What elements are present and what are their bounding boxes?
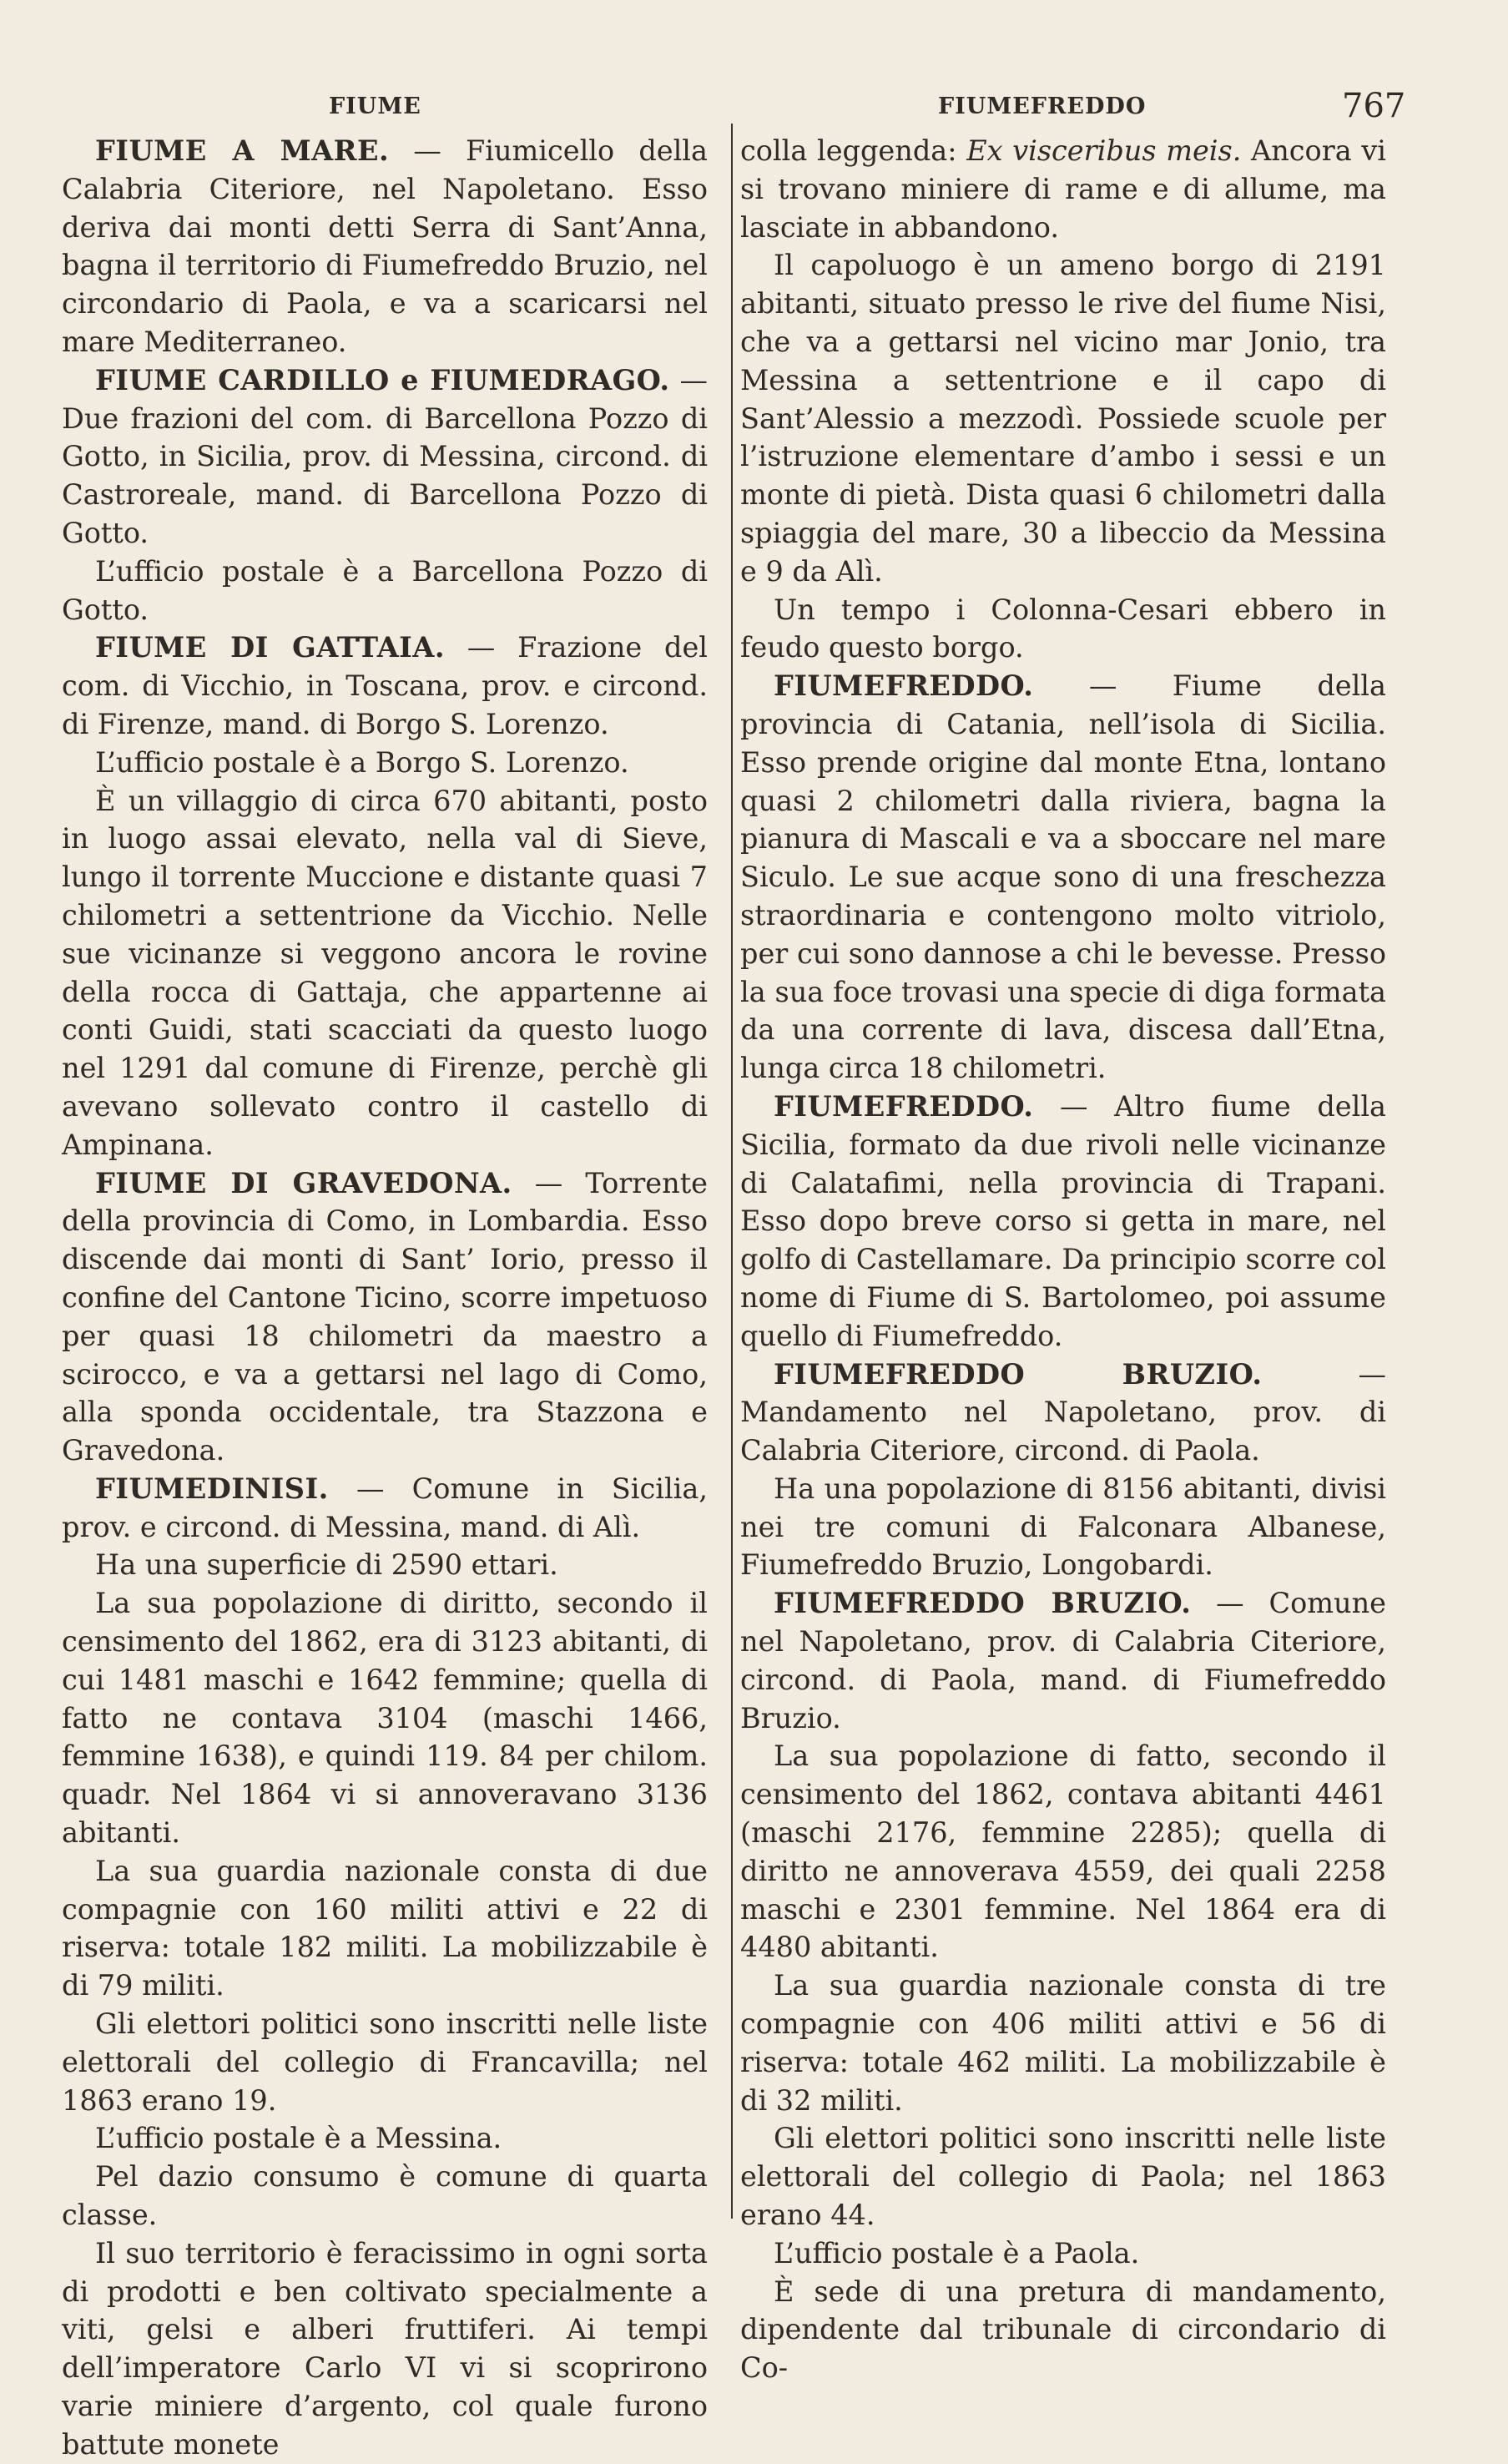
entry-headword: FIUME DI GATTAIA.	[95, 631, 446, 664]
paragraph: Ha una superficie di 2590 ettari.	[95, 1548, 558, 1582]
paragraph: L’ufficio postale è a Borgo S. Lorenzo.	[95, 745, 629, 779]
right-running-head: FIUMEFREDDO	[938, 93, 1147, 119]
entry-text: — Fiume della provincia di Catania, nell’isola di Sicilia. Esso prende origine dal monte Etna, lontano quasi 2 chilometri dalla riviera, bagna la pianura di Mascali e va a sboccare nel mare Siculo. Le sue acque sono di una freschezza straordinaria e contengono molto vitriolo, per cui sono dannose a chi le bevesse. Presso la sua foce trovasi una specie di diga formata da una corrente di lava, discesa dall’Etna, lunga circa 18 chilometri.	[740, 669, 1386, 1085]
entry-fiume-di-gattaia	[62, 629, 708, 743]
paragraph: L’ufficio postale è a Messina.	[95, 2122, 502, 2155]
paragraph-continued	[740, 132, 1386, 246]
paragraph: Pel dazio consumo è comune di quarta classe.	[62, 2160, 708, 2232]
entry-fiumefreddo-catania	[740, 667, 1386, 1088]
entry-fiumefreddo-bruzio-mandamento	[740, 1356, 1386, 1470]
paragraph: Il suo territorio è feracissimo in ogni sorta di prodotti e ben coltivato specialmente a viti, gelsi e alberi fruttiferi. Ai tempi dell’imperatore Carlo VI vi si scoprirono varie miniere d’argento, col quale furono battute monete	[62, 2236, 708, 2461]
left-running-head: FIUME	[329, 93, 421, 119]
entry-headword: FIUME A MARE.	[95, 134, 390, 167]
paragraph: La sua popolazione di fatto, secondo il censimento del 1862, contava abitanti 4461 (maschi 2176, femmine 2285); quella di diritto ne annoverava 4559, dei quali 2258 maschi e 2301 femmine. Nel 1864 era di 4480 abitanti.	[740, 1739, 1386, 1964]
paragraph: La sua guardia nazionale consta di due compagnie con 160 militi attivi e 22 di riserva: totale 182 militi. La mobilizzabile è di 79 militi.	[62, 1854, 708, 2002]
entry-headword: FIUMEFREDDO.	[774, 669, 1034, 703]
entry-text: — Due frazioni del com. di Barcellona Pozzo di Gotto, in Sicilia, prov. di Messina, circond. di Castroreale, mand. di Barcellona Pozzo di Gotto.	[62, 363, 708, 549]
paragraph: L’ufficio postale è a Barcellona Pozzo di Gotto.	[62, 554, 708, 626]
entry-text: — Altro fiume della Sicilia, formato da due rivoli nelle vicinanze di Calatafimi, nella provincia di Trapani. Esso dopo breve corso si getta in mare, nel golfo di Castellamare. Da principio scorre col nome di Fiume di S. Bartolomeo, poi assume quello di Fiumefreddo.	[740, 1089, 1386, 1352]
paragraph: La sua guardia nazionale consta di tre compagnie con 406 militi attivi e 56 di riserva: totale 462 militi. La mobilizzabile è di 32 militi.	[740, 1969, 1386, 2117]
left-column	[62, 132, 708, 2464]
paragraph: Un tempo i Colonna-Cesari ebbero in feudo questo borgo.	[740, 593, 1386, 664]
paragraph: Gli elettori politici sono inscritti nelle liste elettorali del collegio di Francavilla; nel 1863 erano 19.	[62, 2007, 708, 2117]
entry-text: — Frazione del com. di Vicchio, in Toscana, prov. e circond. di Firenze, mand. di Borgo S. Lorenzo.	[62, 631, 709, 740]
entry-text: — Comune nel Napoletano, prov. di Calabria Citeriore, circond. di Paola, mand. di Fiumefreddo Bruzio.	[740, 1587, 1387, 1734]
paragraph: È sede di una pretura di mandamento, dipendente dal tribunale di circondario di Co-	[740, 2275, 1386, 2385]
paragraph: La sua popolazione di diritto, secondo il censimento del 1862, era di 3123 abitanti, di cui 1481 maschi e 1642 femmine; quella di fatto ne contava 3104 (maschi 1466, femmine 1638), e quindi 119. 84 per chilom. quadr. Nel 1864 vi si annoveravano 3136 abitanti.	[62, 1587, 708, 1850]
right-column	[740, 132, 1386, 2387]
paragraph: Ha una popolazione di 8156 abitanti, divisi nei tre comuni di Falconara Albanese, Fiumefreddo Bruzio, Longobardi.	[740, 1472, 1386, 1582]
entry-fiume-di-gravedona	[62, 1164, 708, 1470]
entry-fiumefreddo-bruzio-comune	[740, 1584, 1386, 1737]
motto-italic: Ex visceribus meis.	[966, 134, 1242, 167]
paragraph: L’ufficio postale è a Paola.	[774, 2236, 1140, 2270]
entry-fiumefreddo-trapani	[740, 1088, 1386, 1356]
entry-headword: FIUME CARDILLO e FIUMEDRAGO.	[95, 363, 670, 396]
paragraph: Il capoluogo è un ameno borgo di 2191 abitanti, situato presso le rive del fiume Nisi, che va a gettarsi nel vicino mar Jonio, tra Messina a settentrione e il capo di Sant’Alessio a mezzodì. Possiede scuole per l’istruzione elementare d’ambo i sessi e un monte di pietà. Dista quasi 6 chilometri dalla spiaggia del mare, 30 a libeccio da Messina e 9 da Alì.	[740, 249, 1386, 588]
entry-text: — Comune in Sicilia, prov. e circond. di Messina, mand. di Alì.	[62, 1472, 708, 1543]
paragraph-text: colla leggenda:	[740, 134, 967, 167]
entry-headword: FIUMEDINISI.	[95, 1472, 329, 1505]
entry-fiumedinisi	[62, 1470, 708, 1547]
paragraph: È un villaggio di circa 670 abitanti, posto in luogo assai elevato, nella val di Sieve, lungo il torrente Muccione e distante quasi 7 chilometri a settentrione da Vicchio. Nelle sue vicinanze si veggono ancora le rovine della rocca di Gattaja, che appartenne ai conti Guidi, stati scacciati da questo luogo nel 1291 dal comune di Firenze, perchè gli avevano sollevato contro il castello di Ampinana.	[62, 784, 708, 1161]
entry-fiume-cardillo	[62, 361, 708, 553]
entry-fiume-a-mare	[62, 132, 708, 361]
entry-headword: FIUMEFREDDO.	[774, 1089, 1034, 1123]
entry-text: — Torrente della provincia di Como, in Lombardia. Esso discende dai monti di Sant’ Iorio, presso il confine del Cantone Ticino, scorre impetuoso per quasi 18 chilometri da maestro a scirocco, e va a gettarsi nel lago di Como, alla sponda occidentale, tra Stazzona e Gravedona.	[62, 1166, 708, 1467]
entry-headword: FIUMEFREDDO BRUZIO.	[774, 1587, 1192, 1620]
entry-headword: FIUME DI GRAVEDONA.	[95, 1166, 512, 1199]
paragraph-text: Ancora vi si trovano miniere di rame e di allume, ma lasciate in abbandono.	[740, 134, 1386, 244]
paragraph: Gli elettori politici sono inscritti nelle liste elettorali del collegio di Paola; nel 1863 erano 44.	[740, 2122, 1386, 2232]
entry-headword: FIUMEFREDDO BRUZIO.	[774, 1357, 1263, 1391]
page-number: 767	[1342, 87, 1406, 125]
column-divider	[731, 124, 733, 2219]
entry-text: — Fiumicello della Calabria Citeriore, nel Napoletano. Esso deriva dai monti detti Serra di Sant’Anna, bagna il territorio di Fiumefreddo Bruzio, nel circondario di Paola, e va a scaricarsi nel mare Mediterraneo.	[62, 134, 708, 358]
entry-text: — Mandamento nel Napoletano, prov. di Calabria Citeriore, circond. di Paola.	[740, 1357, 1387, 1467]
